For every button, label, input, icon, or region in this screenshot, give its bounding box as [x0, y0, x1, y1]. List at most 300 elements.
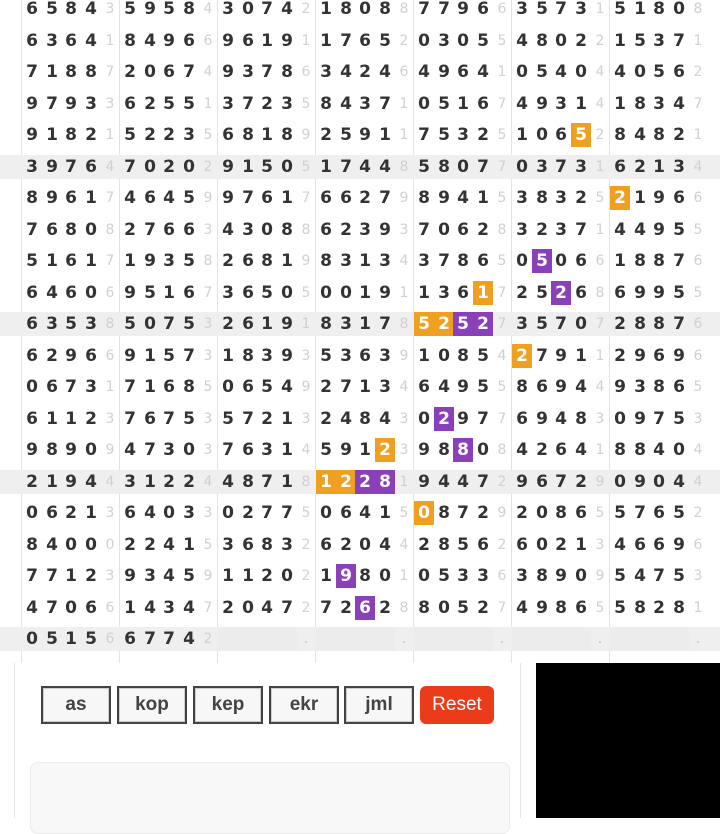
grid-digit[interactable]: 6: [457, 283, 469, 303]
grid-digit[interactable]: 8: [536, 188, 548, 208]
grid-digit[interactable]: 5: [261, 157, 273, 177]
grid-digit[interactable]: 5: [457, 598, 469, 618]
grid-digit[interactable]: 8: [261, 535, 273, 555]
grid-digit[interactable]: 7: [555, 0, 567, 19]
grid-digit[interactable]: 4: [555, 409, 567, 429]
grid-digit[interactable]: [414, 627, 434, 651]
grid-digit[interactable]: 3: [242, 62, 254, 82]
grid-digit[interactable]: 3: [261, 440, 273, 460]
grid-digit[interactable]: 2: [163, 472, 175, 492]
grid-digit[interactable]: 0: [144, 62, 156, 82]
grid-digit[interactable]: 4: [281, 0, 293, 19]
grid-digit[interactable]: 8: [653, 251, 665, 271]
grid-digit[interactable]: 1: [65, 566, 77, 586]
grid-digit[interactable]: 5: [653, 62, 665, 82]
grid-digit[interactable]: 7: [477, 409, 489, 429]
grid-digit[interactable]: 4: [555, 62, 567, 82]
grid-digit[interactable]: 5: [477, 31, 489, 51]
grid-digit[interactable]: 8: [46, 440, 58, 460]
grid-digit[interactable]: 6: [26, 0, 38, 19]
grid-digit[interactable]: 1: [281, 409, 293, 429]
grid-digit[interactable]: 6: [536, 377, 548, 397]
grid-digit[interactable]: 6: [477, 94, 489, 114]
grid-digit[interactable]: 7: [634, 503, 646, 523]
grid-digit[interactable]: 1: [242, 157, 254, 177]
grid-digit[interactable]: 6: [46, 503, 58, 523]
grid-digit[interactable]: 7: [536, 346, 548, 366]
grid-digit[interactable]: 0: [536, 535, 548, 555]
grid-digit[interactable]: 6: [555, 125, 567, 145]
grid-digit[interactable]: 5: [261, 377, 273, 397]
grid-digit[interactable]: 8: [65, 125, 77, 145]
grid-digit[interactable]: 7: [46, 566, 58, 586]
grid-digit[interactable]: 5: [614, 0, 626, 19]
grid-digit[interactable]: 3: [477, 566, 489, 586]
grid-digit[interactable]: 8: [457, 251, 469, 271]
grid-digit[interactable]: 2: [340, 535, 352, 555]
grid-digit[interactable]: 0: [634, 62, 646, 82]
grid-digit[interactable]: [551, 627, 571, 651]
grid-digit[interactable]: 9: [555, 377, 567, 397]
grid-digit[interactable]: [355, 627, 375, 651]
grid-digit[interactable]: 6: [242, 535, 254, 555]
grid-digit[interactable]: 6: [26, 314, 38, 334]
grid-digit[interactable]: 8: [438, 535, 450, 555]
grid-digit[interactable]: 7: [242, 94, 254, 114]
grid-digit[interactable]: 2: [124, 62, 136, 82]
grid-digit[interactable]: 9: [634, 346, 646, 366]
grid-digit[interactable]: 4: [516, 440, 528, 460]
grid-digit[interactable]: 1: [379, 125, 391, 145]
grid-digit[interactable]: 1: [183, 535, 195, 555]
grid-digit[interactable]: 4: [614, 535, 626, 555]
grid-digit[interactable]: [630, 627, 650, 651]
grid-digit[interactable]: 4: [261, 598, 273, 618]
grid-digit[interactable]: 1: [320, 157, 332, 177]
grid-digit[interactable]: 6: [65, 283, 77, 303]
grid-digit[interactable]: 3: [163, 598, 175, 618]
grid-digit[interactable]: 6: [614, 157, 626, 177]
grid-digit[interactable]: 3: [163, 440, 175, 460]
grid-digit[interactable]: 4: [222, 220, 234, 240]
grid-digit[interactable]: 1: [144, 377, 156, 397]
grid-digit[interactable]: 5: [261, 283, 273, 303]
grid-digit[interactable]: 3: [418, 251, 430, 271]
grid-digit[interactable]: 7: [26, 220, 38, 240]
grid-digit[interactable]: 0: [242, 598, 254, 618]
grid-digit[interactable]: 2: [320, 125, 332, 145]
grid-digit[interactable]: 0: [379, 566, 391, 586]
grid-digit[interactable]: 2: [536, 220, 548, 240]
grid-digit[interactable]: 6: [46, 220, 58, 240]
grid-digit[interactable]: 2: [516, 503, 528, 523]
grid-digit[interactable]: 6: [85, 346, 97, 366]
grid-digit[interactable]: 7: [65, 377, 77, 397]
grid-digit[interactable]: 2: [379, 598, 391, 618]
grid-digit[interactable]: 3: [516, 188, 528, 208]
grid-digit[interactable]: 1: [261, 31, 273, 51]
grid-digit[interactable]: 9: [379, 220, 391, 240]
grid-digit[interactable]: 6: [634, 535, 646, 555]
grid-digit[interactable]: 8: [614, 440, 626, 460]
grid-digit[interactable]: 2: [261, 566, 273, 586]
grid-digit[interactable]: 2: [575, 188, 587, 208]
grid-digit[interactable]: 1: [85, 188, 97, 208]
grid-digit[interactable]: 0: [281, 157, 293, 177]
grid-digit[interactable]: 2: [163, 157, 175, 177]
grid-digit[interactable]: 1: [144, 346, 156, 366]
grid-digit[interactable]: 0: [673, 0, 685, 19]
grid-digit[interactable]: 5: [222, 409, 234, 429]
grid-digit[interactable]: 9: [379, 283, 391, 303]
grid-digit[interactable]: 9: [418, 472, 430, 492]
grid-digit[interactable]: 3: [340, 346, 352, 366]
grid-digit[interactable]: 8: [375, 470, 395, 494]
grid-digit[interactable]: 7: [418, 220, 430, 240]
grid-digit[interactable]: 3: [536, 157, 548, 177]
grid-digit[interactable]: 1: [614, 31, 626, 51]
grid-digit[interactable]: 3: [183, 125, 195, 145]
grid-digit[interactable]: 9: [65, 94, 77, 114]
grid-digit[interactable]: 6: [26, 346, 38, 366]
grid-digit[interactable]: 7: [46, 598, 58, 618]
grid-digit[interactable]: 1: [222, 566, 234, 586]
grid-digit[interactable]: 6: [653, 503, 665, 523]
grid-digit[interactable]: 2: [516, 283, 528, 303]
grid-digit[interactable]: 6: [653, 535, 665, 555]
grid-digit[interactable]: 7: [418, 0, 430, 19]
grid-digit[interactable]: 5: [536, 62, 548, 82]
grid-digit[interactable]: 2: [634, 157, 646, 177]
grid-digit[interactable]: 4: [516, 598, 528, 618]
grid-digit[interactable]: 6: [516, 535, 528, 555]
grid-digit[interactable]: 0: [26, 629, 38, 649]
grid-digit[interactable]: 1: [359, 314, 371, 334]
grid-digit[interactable]: 5: [26, 251, 38, 271]
grid-digit[interactable]: 1: [634, 188, 646, 208]
grid-digit[interactable]: 7: [673, 31, 685, 51]
grid-digit[interactable]: 1: [85, 503, 97, 523]
grid-digit[interactable]: 3: [242, 220, 254, 240]
grid-digit[interactable]: 3: [379, 346, 391, 366]
grid-digit[interactable]: 8: [438, 440, 450, 460]
grid-digit[interactable]: 9: [673, 346, 685, 366]
grid-digit[interactable]: 1: [653, 157, 665, 177]
grid-digit[interactable]: 6: [242, 283, 254, 303]
grid-digit[interactable]: 1: [281, 188, 293, 208]
grid-digit[interactable]: 9: [222, 157, 234, 177]
grid-digit[interactable]: 2: [614, 314, 626, 334]
grid-digit[interactable]: [277, 627, 297, 651]
grid-digit[interactable]: 5: [124, 0, 136, 19]
grid-digit[interactable]: 4: [438, 472, 450, 492]
grid-digit[interactable]: 3: [340, 251, 352, 271]
grid-digit[interactable]: [473, 627, 493, 651]
grid-digit[interactable]: 1: [144, 472, 156, 492]
grid-digit[interactable]: 8: [85, 62, 97, 82]
ekr-button[interactable]: ekr: [269, 686, 339, 724]
grid-digit[interactable]: 8: [634, 314, 646, 334]
grid-digit[interactable]: 4: [379, 535, 391, 555]
grid-digit[interactable]: 6: [457, 220, 469, 240]
grid-digit[interactable]: 3: [673, 157, 685, 177]
grid-digit[interactable]: 3: [26, 157, 38, 177]
grid-digit[interactable]: 6: [516, 409, 528, 429]
grid-digit[interactable]: 7: [46, 94, 58, 114]
grid-digit[interactable]: 8: [453, 438, 473, 462]
grid-digit[interactable]: 6: [222, 125, 234, 145]
grid-digit[interactable]: 8: [281, 220, 293, 240]
grid-digit[interactable]: 5: [183, 409, 195, 429]
grid-digit[interactable]: 7: [281, 503, 293, 523]
grid-digit[interactable]: 1: [320, 566, 332, 586]
grid-digit[interactable]: 8: [653, 0, 665, 19]
grid-digit[interactable]: 9: [281, 346, 293, 366]
grid-digit[interactable]: 0: [536, 125, 548, 145]
grid-digit[interactable]: 7: [124, 409, 136, 429]
grid-digit[interactable]: 3: [359, 94, 371, 114]
grid-digit[interactable]: 5: [477, 377, 489, 397]
grid-digit[interactable]: 6: [124, 629, 136, 649]
grid-digit[interactable]: 7: [477, 472, 489, 492]
grid-digit[interactable]: 1: [614, 94, 626, 114]
grid-digit[interactable]: 0: [320, 283, 332, 303]
grid-digit[interactable]: 6: [340, 503, 352, 523]
grid-digit[interactable]: 6: [359, 346, 371, 366]
grid-digit[interactable]: 9: [65, 472, 77, 492]
grid-digit[interactable]: 6: [85, 598, 97, 618]
grid-digit[interactable]: 2: [144, 125, 156, 145]
grid-digit[interactable]: 3: [222, 94, 234, 114]
grid-digit[interactable]: 1: [281, 472, 293, 492]
grid-digit[interactable]: 8: [438, 157, 450, 177]
grid-digit[interactable]: 5: [163, 346, 175, 366]
grid-digit[interactable]: 2: [320, 377, 332, 397]
grid-digit[interactable]: 7: [320, 598, 332, 618]
grid-digit[interactable]: 4: [163, 188, 175, 208]
grid-digit[interactable]: 4: [340, 62, 352, 82]
grid-digit[interactable]: 4: [673, 472, 685, 492]
grid-digit[interactable]: 0: [261, 220, 273, 240]
grid-digit[interactable]: 4: [144, 31, 156, 51]
grid-digit[interactable]: 9: [222, 62, 234, 82]
grid-digit[interactable]: 6: [575, 503, 587, 523]
grid-digit[interactable]: 7: [673, 314, 685, 334]
grid-digit[interactable]: 5: [457, 535, 469, 555]
grid-digit[interactable]: 3: [555, 94, 567, 114]
grid-digit[interactable]: 1: [359, 377, 371, 397]
grid-digit[interactable]: 2: [477, 598, 489, 618]
grid-digit[interactable]: 5: [453, 312, 473, 336]
grid-digit[interactable]: 0: [438, 346, 450, 366]
grid-digit[interactable]: 3: [124, 472, 136, 492]
grid-digit[interactable]: 7: [673, 251, 685, 271]
grid-digit[interactable]: 4: [575, 377, 587, 397]
grid-digit[interactable]: 9: [536, 409, 548, 429]
grid-digit[interactable]: 6: [242, 377, 254, 397]
grid-digit[interactable]: 7: [379, 94, 391, 114]
grid-digit[interactable]: 2: [261, 409, 273, 429]
grid-digit[interactable]: 9: [340, 440, 352, 460]
grid-digit[interactable]: 3: [653, 94, 665, 114]
grid-digit[interactable]: 0: [614, 409, 626, 429]
grid-digit[interactable]: 7: [340, 377, 352, 397]
grid-digit[interactable]: 7: [379, 188, 391, 208]
grid-digit[interactable]: 2: [65, 503, 77, 523]
grid-digit[interactable]: 7: [555, 472, 567, 492]
grid-digit[interactable]: 1: [261, 314, 273, 334]
grid-digit[interactable]: 5: [673, 566, 685, 586]
grid-digit[interactable]: 8: [634, 94, 646, 114]
grid-digit[interactable]: 6: [144, 188, 156, 208]
grid-digit[interactable]: 7: [281, 598, 293, 618]
grid-digit[interactable]: 3: [555, 188, 567, 208]
grid-digit[interactable]: 3: [85, 94, 97, 114]
grid-digit[interactable]: 1: [575, 346, 587, 366]
grid-digit[interactable]: 1: [320, 31, 332, 51]
grid-digit[interactable]: 2: [551, 281, 571, 305]
grid-digit[interactable]: 3: [183, 503, 195, 523]
grid-digit[interactable]: 4: [516, 94, 528, 114]
grid-digit[interactable]: 0: [85, 535, 97, 555]
grid-digit[interactable]: 1: [320, 0, 332, 19]
grid-digit[interactable]: 8: [418, 188, 430, 208]
grid-digit[interactable]: 2: [336, 470, 356, 494]
grid-digit[interactable]: 8: [26, 535, 38, 555]
grid-digit[interactable]: [434, 627, 454, 651]
grid-digit[interactable]: 6: [477, 535, 489, 555]
grid-digit[interactable]: 1: [359, 440, 371, 460]
grid-digit[interactable]: 6: [555, 440, 567, 460]
grid-digit[interactable]: 0: [222, 503, 234, 523]
grid-digit[interactable]: 4: [634, 220, 646, 240]
grid-digit[interactable]: 3: [575, 0, 587, 19]
grid-digit[interactable]: 7: [222, 440, 234, 460]
grid-digit[interactable]: 3: [653, 31, 665, 51]
grid-digit[interactable]: 1: [85, 251, 97, 271]
grid-digit[interactable]: 5: [183, 188, 195, 208]
grid-digit[interactable]: 6: [614, 283, 626, 303]
grid-digit[interactable]: [453, 627, 473, 651]
grid-digit[interactable]: 4: [46, 283, 58, 303]
grid-digit[interactable]: 3: [46, 314, 58, 334]
grid-digit[interactable]: 9: [163, 31, 175, 51]
grid-digit[interactable]: 1: [418, 346, 430, 366]
grid-digit[interactable]: 4: [144, 503, 156, 523]
grid-digit[interactable]: 9: [614, 377, 626, 397]
grid-digit[interactable]: 2: [26, 472, 38, 492]
grid-digit[interactable]: 8: [65, 220, 77, 240]
grid-digit[interactable]: 8: [634, 598, 646, 618]
grid-digit[interactable]: 6: [144, 409, 156, 429]
grid-digit[interactable]: 2: [610, 186, 630, 210]
grid-digit[interactable]: 2: [359, 62, 371, 82]
grid-digit[interactable]: 7: [261, 0, 273, 19]
grid-digit[interactable]: 4: [653, 440, 665, 460]
grid-digit[interactable]: 9: [124, 566, 136, 586]
grid-digit[interactable]: 0: [516, 62, 528, 82]
grid-digit[interactable]: 3: [340, 314, 352, 334]
grid-digit[interactable]: 4: [516, 31, 528, 51]
grid-digit[interactable]: 1: [575, 535, 587, 555]
grid-digit[interactable]: 6: [242, 31, 254, 51]
grid-digit[interactable]: 0: [438, 220, 450, 240]
grid-digit[interactable]: 3: [457, 566, 469, 586]
grid-digit[interactable]: 3: [222, 535, 234, 555]
grid-digit[interactable]: 4: [281, 377, 293, 397]
grid-digit[interactable]: 3: [222, 283, 234, 303]
grid-digit[interactable]: 6: [340, 188, 352, 208]
grid-digit[interactable]: 9: [222, 31, 234, 51]
grid-digit[interactable]: 0: [65, 535, 77, 555]
grid-digit[interactable]: 6: [457, 62, 469, 82]
grid-digit[interactable]: 1: [46, 62, 58, 82]
grid-digit[interactable]: 5: [65, 314, 77, 334]
grid-digit[interactable]: 4: [614, 220, 626, 240]
grid-digit[interactable]: 9: [536, 94, 548, 114]
grid-digit[interactable]: 1: [124, 598, 136, 618]
grid-digit[interactable]: 2: [512, 344, 532, 368]
grid-digit[interactable]: 9: [634, 409, 646, 429]
grid-digit[interactable]: 8: [281, 125, 293, 145]
grid-digit[interactable]: 9: [653, 220, 665, 240]
grid-digit[interactable]: 4: [340, 409, 352, 429]
grid-digit[interactable]: 9: [516, 472, 528, 492]
grid-digit[interactable]: 8: [340, 0, 352, 19]
grid-digit[interactable]: 0: [359, 535, 371, 555]
grid-digit[interactable]: 2: [653, 598, 665, 618]
grid-digit[interactable]: 4: [183, 598, 195, 618]
grid-digit[interactable]: 8: [183, 0, 195, 19]
grid-digit[interactable]: 6: [65, 251, 77, 271]
grid-digit[interactable]: 3: [634, 377, 646, 397]
grid-digit[interactable]: 0: [26, 503, 38, 523]
grid-digit[interactable]: 2: [340, 598, 352, 618]
grid-digit[interactable]: 9: [46, 188, 58, 208]
grid-digit[interactable]: 1: [477, 188, 489, 208]
grid-digit[interactable]: 4: [163, 566, 175, 586]
grid-digit[interactable]: 5: [163, 94, 175, 114]
grid-digit[interactable]: [610, 627, 630, 651]
grid-digit[interactable]: 7: [653, 409, 665, 429]
grid-digit[interactable]: 9: [673, 535, 685, 555]
grid-digit[interactable]: 6: [575, 283, 587, 303]
grid-digit[interactable]: 9: [144, 251, 156, 271]
grid-digit[interactable]: 1: [163, 283, 175, 303]
grid-digit[interactable]: 7: [26, 62, 38, 82]
grid-digit[interactable]: 9: [653, 283, 665, 303]
grid-digit[interactable]: 8: [653, 377, 665, 397]
grid-digit[interactable]: 2: [434, 312, 454, 336]
grid-digit[interactable]: 3: [457, 125, 469, 145]
grid-digit[interactable]: 2: [85, 409, 97, 429]
grid-digit[interactable]: 6: [355, 596, 375, 620]
grid-digit[interactable]: 7: [144, 440, 156, 460]
grid-digit[interactable]: 0: [222, 377, 234, 397]
grid-digit[interactable]: 4: [340, 94, 352, 114]
grid-digit[interactable]: 9: [457, 409, 469, 429]
grid-digit[interactable]: 8: [614, 125, 626, 145]
grid-digit[interactable]: 0: [614, 472, 626, 492]
grid-digit[interactable]: 7: [457, 503, 469, 523]
grid-digit[interactable]: 8: [555, 503, 567, 523]
grid-digit[interactable]: 9: [438, 188, 450, 208]
grid-digit[interactable]: 8: [634, 251, 646, 271]
grid-digit[interactable]: [375, 627, 395, 651]
grid-digit[interactable]: 7: [261, 472, 273, 492]
grid-digit[interactable]: [257, 627, 277, 651]
grid-digit[interactable]: 2: [85, 125, 97, 145]
